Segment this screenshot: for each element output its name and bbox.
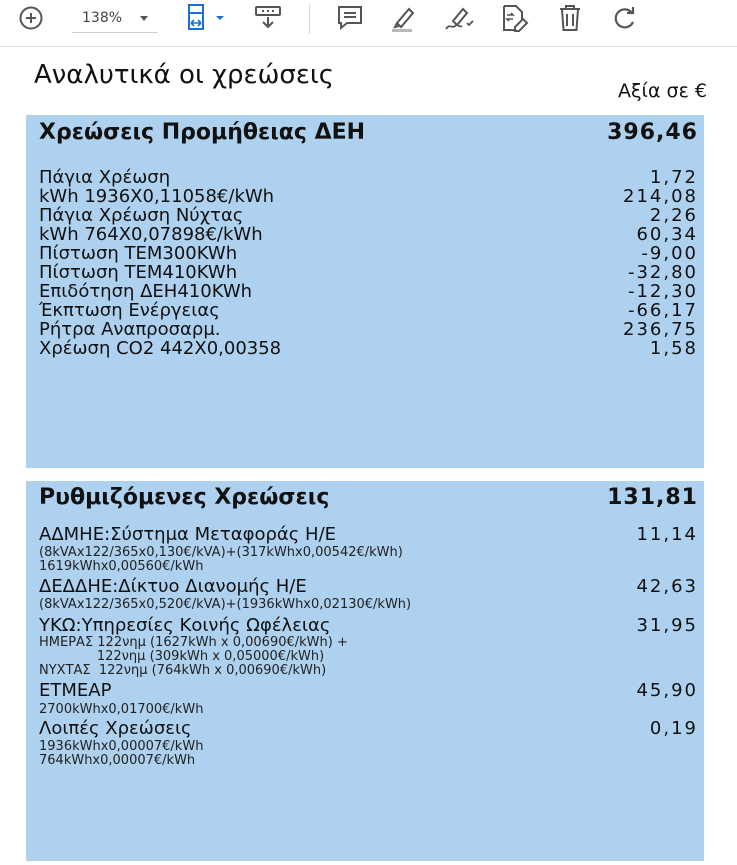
item-detail: (8kVAx122/365x0,130€/kVA)+(317kWhx0,00542€/kWh) bbox=[39, 545, 403, 560]
item-amount: -9,00 bbox=[641, 243, 698, 264]
zoom-select[interactable] bbox=[72, 4, 158, 33]
item-label: Ρήτρα Αναπροσαρμ. bbox=[39, 319, 221, 340]
comment-icon[interactable] bbox=[335, 3, 365, 33]
item-detail: ΝΥΧΤΑΣ 122νημ (764kWh x 0,00690€/kWh) bbox=[39, 663, 327, 678]
edit-file-icon[interactable] bbox=[498, 3, 532, 33]
item-amount: 214,08 bbox=[623, 186, 698, 207]
list-item bbox=[39, 577, 698, 596]
item-detail: 764kWhx0,00007€/kWh bbox=[39, 753, 196, 768]
item-amount: 31,95 bbox=[636, 615, 698, 636]
item-label: Πίστωση ΤΕΜ300KWh bbox=[39, 243, 238, 264]
item-detail: 1619kWhx0,00560€/kWh bbox=[39, 559, 204, 574]
list-item bbox=[39, 339, 698, 358]
list-item bbox=[39, 225, 698, 244]
item-amount: -32,80 bbox=[627, 262, 698, 283]
item-label: ΔΕΔΔΗΕ:Δίκτυο Διανομής Η/Ε bbox=[39, 576, 307, 597]
highlight-icon[interactable] bbox=[388, 3, 420, 33]
chevron-down-icon bbox=[140, 16, 148, 21]
item-amount: 0,19 bbox=[649, 718, 698, 739]
item-label: ΑΔΜΗΕ:Σύστημα Μεταφοράς Η/Ε bbox=[39, 524, 337, 545]
item-amount: 60,34 bbox=[636, 224, 698, 245]
list-item bbox=[39, 168, 698, 187]
list-item bbox=[39, 616, 698, 635]
regulated-charges-panel bbox=[26, 481, 704, 861]
item-detail: 122νημ (309kWh x 0,05000€/kWh) bbox=[39, 649, 325, 664]
list-item bbox=[39, 719, 698, 738]
item-detail: 2700kWhx0,01700€/kWh bbox=[39, 702, 204, 717]
item-amount: 2,26 bbox=[649, 205, 698, 226]
item-label: Χρέωση CO2 442X0,00358 bbox=[39, 338, 282, 359]
list-item bbox=[39, 320, 698, 339]
add-circle-icon[interactable] bbox=[16, 3, 46, 33]
toolbar-divider bbox=[309, 4, 310, 34]
item-label: ΕΤΜΕΑΡ bbox=[39, 680, 112, 701]
item-amount: 45,90 bbox=[636, 680, 698, 701]
list-item bbox=[39, 244, 698, 263]
sign-icon[interactable] bbox=[442, 3, 476, 33]
item-amount: 1,58 bbox=[649, 338, 698, 359]
list-item bbox=[39, 301, 698, 320]
download-icon[interactable] bbox=[252, 3, 284, 33]
delete-icon[interactable] bbox=[555, 3, 585, 33]
list-item bbox=[39, 263, 698, 282]
supply-title: Χρεώσεις Προμήθειας ΔΕΗ bbox=[39, 120, 366, 145]
item-label: Έκπτωση Ενέργειας bbox=[39, 300, 220, 321]
item-detail: ΗΜΕΡΑΣ 122νημ (1627kWh x 0,00690€/kWh) + bbox=[39, 635, 348, 650]
list-item bbox=[39, 206, 698, 225]
toolbar bbox=[0, 0, 737, 47]
regulated-title: Ρυθμιζόμενες Χρεώσεις bbox=[39, 485, 330, 510]
list-item bbox=[39, 681, 698, 700]
list-item bbox=[39, 187, 698, 206]
supply-total: 396,46 bbox=[607, 120, 698, 145]
item-label: Πάγια Χρέωση Νύχτας bbox=[39, 205, 244, 226]
item-amount: -12,30 bbox=[627, 281, 698, 302]
list-item bbox=[39, 282, 698, 301]
item-amount: 42,63 bbox=[636, 576, 698, 597]
value-column-header: Αξία σε € bbox=[617, 80, 707, 102]
fit-page-icon[interactable] bbox=[184, 3, 228, 33]
item-detail: (8kVAx122/365x0,520€/kVA)+(1936kWhx0,02130€/kWh) bbox=[39, 597, 412, 612]
zoom-value: 138% bbox=[82, 10, 123, 26]
regulated-total: 131,81 bbox=[607, 485, 698, 510]
item-detail: 1936kWhx0,00007€/kWh bbox=[39, 739, 204, 754]
item-label: kWh 1936X0,11058€/kWh bbox=[39, 186, 275, 207]
regulated-header bbox=[39, 485, 698, 510]
supply-header bbox=[39, 120, 698, 145]
supply-charges-panel bbox=[26, 115, 704, 468]
list-item bbox=[39, 525, 698, 544]
item-amount: 1,72 bbox=[649, 167, 698, 188]
item-label: ΥΚΩ:Υπηρεσίες Κοινής Ωφέλειας bbox=[39, 615, 331, 636]
item-label: kWh 764X0,07898€/kWh bbox=[39, 224, 263, 245]
item-label: Πίστωση ΤΕΜ410KWh bbox=[39, 262, 238, 283]
redo-icon[interactable] bbox=[610, 3, 640, 33]
item-label: Πάγια Χρέωση bbox=[39, 167, 171, 188]
item-amount: -66,17 bbox=[627, 300, 698, 321]
item-amount: 11,14 bbox=[636, 524, 698, 545]
page-title: Αναλυτικά οι χρεώσεις bbox=[34, 60, 334, 90]
item-label: Επιδότηση ΔΕΗ410KWh bbox=[39, 281, 253, 302]
item-amount: 236,75 bbox=[623, 319, 698, 340]
item-label: Λοιπές Χρεώσεις bbox=[39, 718, 192, 739]
